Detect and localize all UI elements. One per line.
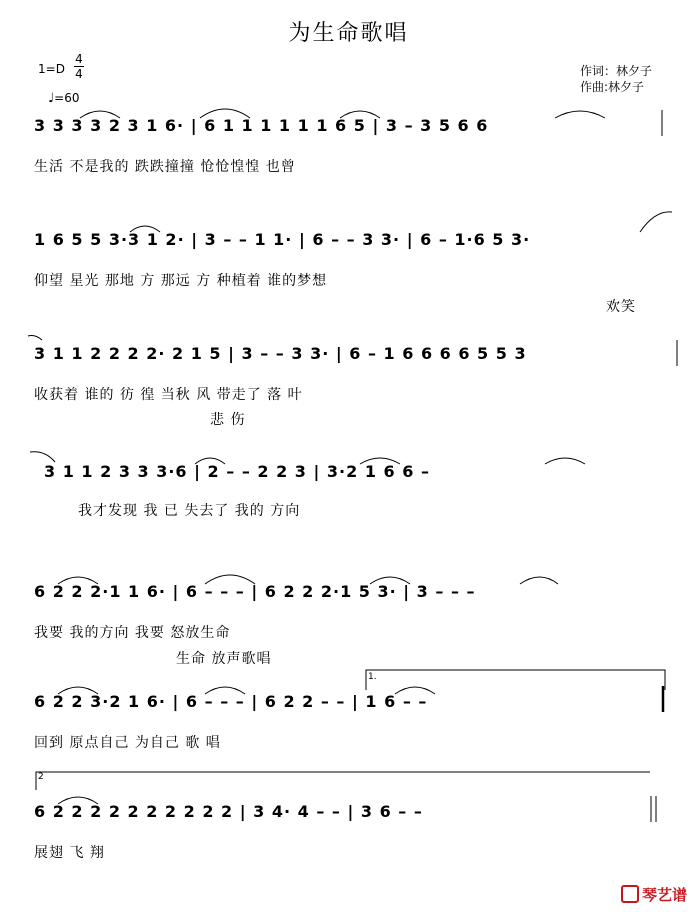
lyrics-line-3: 收获着 谁的 彷 徨 当秋 风 带走了 落 叶 <box>34 387 303 403</box>
watermark <box>621 884 687 905</box>
notation-line-7: 6 2 2 2 2 2 2 2 2 2 2 | 3 4· 4 – – | 3 6 – – <box>34 802 423 821</box>
tempo-value: =60 <box>54 91 80 105</box>
volta-2-label: 2 <box>38 772 44 782</box>
lyrics-line-2: 仰望 星光 那地 方 那远 方 种植着 谁的梦想 <box>34 273 328 289</box>
time-signature <box>74 52 84 81</box>
slur <box>640 212 672 232</box>
lyrics-line-3-alt: 悲 伤 <box>210 412 246 428</box>
slur <box>28 336 42 341</box>
lyricist-credit: 作词：林夕子 <box>580 64 653 78</box>
lyrics-line-4: 我才发现 我 已 失去了 我的 方向 <box>78 503 301 519</box>
lyrics-line-5: 我要 我的方向 我要 怒放生命 <box>34 625 231 641</box>
notation-line-2: 1 6 5 5 3·3 1 2· | 3 – – 1 1· | 6 – – 3 3· | 6 – 1·6 5 3· <box>34 230 531 249</box>
lyrics-line-2-alt: 欢笑 <box>606 299 636 315</box>
volta-2-bracket <box>36 772 650 790</box>
composer-credit: 作曲:林夕子 <box>580 80 645 94</box>
key-signature: 1=D <box>38 62 65 76</box>
watermark-text: 琴艺谱 <box>641 886 687 904</box>
time-signature-bottom: 4 <box>75 67 83 81</box>
lyrics-line-6: 回到 原点自己 为自己 歌 唱 <box>34 735 221 751</box>
notation-line-1: 3 3 3 3 2 3 1 6· | 6 1 1 1 1 1 1 6 5 | 3 – 3 5 6 6 <box>34 116 489 135</box>
slur <box>30 452 55 462</box>
tempo-marking <box>48 91 79 106</box>
qinyipu-logo-icon <box>621 885 639 903</box>
page-title: 为生命歌唱 <box>288 21 409 46</box>
volta-1-bracket <box>366 670 665 690</box>
lyrics-line-1: 生活 不是我的 跌跌撞撞 怆怆惶惶 也曾 <box>34 159 296 175</box>
notation-line-3: 3 1 1 2 2 2 2· 2 1 5 | 3 – – 3 3· | 6 – 1 6 6 6 6 5 5 3 <box>34 344 527 363</box>
lyrics-line-7: 展翅 飞 翔 <box>34 845 105 861</box>
notation-line-5: 6 2 2 2·1 1 6· | 6 – – – | 6 2 2 2·1 5 3· | 3 – – – <box>34 582 476 601</box>
notation-line-6: 6 2 2 3·2 1 6· | 6 – – – | 6 2 2 – – | 1 6 – – <box>34 692 428 711</box>
notation-line-4: 3 1 1 2 3 3 3·6 | 2 – – 2 2 3 | 3·2 1 6 6 – <box>44 462 430 481</box>
slur <box>520 577 558 584</box>
time-signature-top: 4 <box>75 52 83 66</box>
lyrics-line-5-alt: 生命 放声歌唱 <box>176 651 272 667</box>
slur <box>545 458 585 464</box>
quarter-note-icon: ♩ <box>48 91 55 106</box>
volta-1-label: 1. <box>368 672 377 682</box>
slur <box>555 111 605 118</box>
